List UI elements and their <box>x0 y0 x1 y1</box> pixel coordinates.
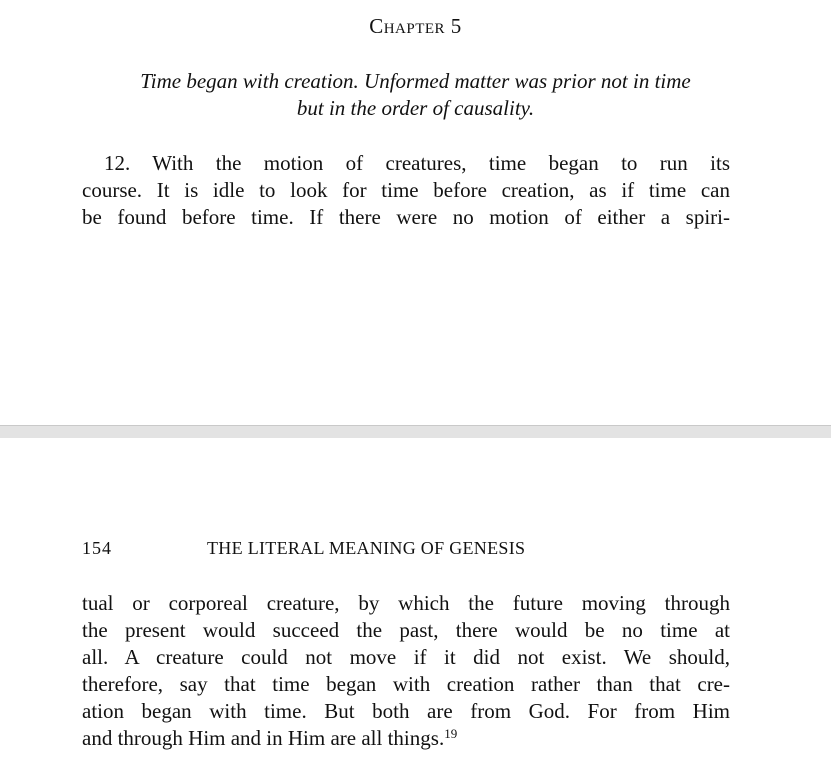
summary-line: Time began with creation. Unformed matter was prior not in time <box>140 69 691 93</box>
paragraph-line: all. A creature could not move if it did not exist. We should, <box>82 645 730 669</box>
paragraph-line: ation began with time. But both are from God. For from Him <box>82 699 730 723</box>
paragraph-line-text: and through Him and in Him are all things. <box>82 726 445 750</box>
page-number: 154 <box>82 538 112 558</box>
page-bottom <box>0 438 831 758</box>
paragraph-12 <box>82 150 730 231</box>
paragraph-continued <box>82 590 730 752</box>
paragraph-last-line <box>82 725 730 752</box>
paragraph-line: the present would succeed the past, there would be no time at <box>82 618 730 642</box>
paragraph-line: course. It is idle to look for time before creation, as if time can <box>82 178 730 202</box>
book-title: THE LITERAL MEANING OF GENESIS <box>207 538 526 558</box>
running-head <box>82 538 730 562</box>
chapter-heading <box>0 14 831 39</box>
summary-line: but in the order of causality. <box>296 96 535 120</box>
page-divider <box>0 425 831 439</box>
footnote-reference[interactable]: 19 <box>444 726 458 741</box>
paragraph-line: therefore, say that time began with creation rather than that cre- <box>82 672 730 696</box>
chapter-summary <box>80 68 751 122</box>
chapter-heading-text: Chapter 5 <box>369 14 462 38</box>
paragraph-line: tual or corporeal creature, by which the future moving through <box>82 591 730 615</box>
paragraph-line: be found before time. If there were no motion of either a spiri- <box>82 205 730 229</box>
paragraph-line: 12. With the motion of creatures, time began to run its <box>104 151 730 175</box>
